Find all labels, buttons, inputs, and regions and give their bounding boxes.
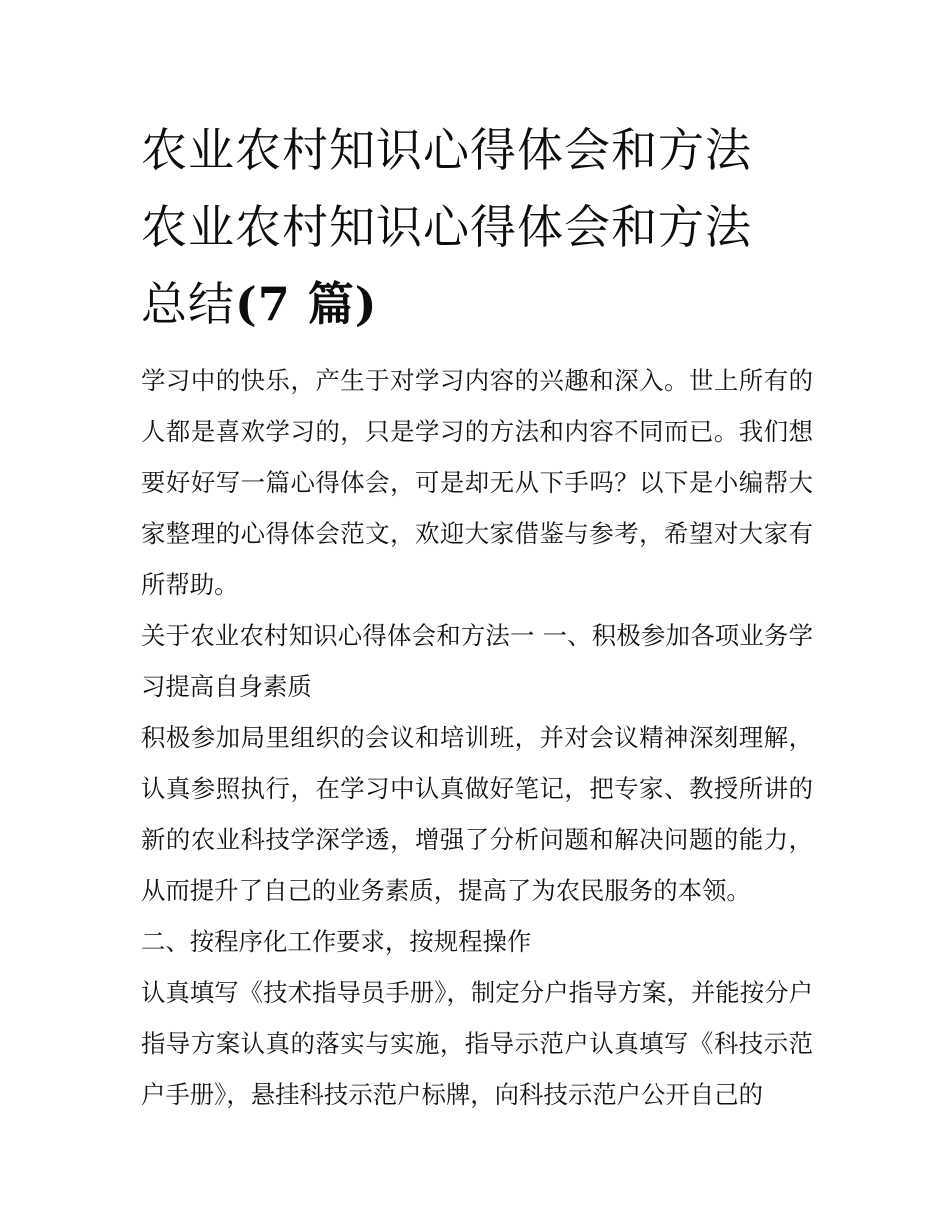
title-article-count: (7 篇) (235, 277, 378, 331)
document-content (141, 112, 813, 1120)
document-body (141, 355, 813, 1120)
title-line-2: 农业农村知识心得体会和方法 (141, 200, 752, 254)
section-heading-2: 二、按程序化工作要求，按规程操作 (141, 927, 532, 956)
title-line-1: 农业农村知识心得体会和方法 (141, 123, 752, 177)
document-title (141, 112, 813, 343)
section-paragraph-2: 认真填写《技术指导员手册》，制定分户指导方案，并能按分户指导方案认真的落实与实施，指导示范户认真填写《科技示范户手册》，悬挂科技示范户标牌，向科技示范户公开自己的 (141, 978, 813, 1109)
title-line-3 (141, 266, 813, 343)
title-last-prefix: 总结 (141, 277, 235, 331)
intro-paragraph: 学习中的快乐，产生于对学习内容的兴趣和深入。世上所有的人都是喜欢学习的，只是学习的方法和内容不同而已。我们想要好好写一篇心得体会，可是却无从下手吗？以下是小编帮大家整理的心得体会范文，欢迎大家借鉴与参考，希望对大家有所帮助。 (141, 366, 813, 599)
section-heading-1: 关于农业农村知识心得体会和方法一 一、积极参加各项业务学习提高自身素质 (141, 621, 813, 701)
section-paragraph-1: 积极参加局里组织的会议和培训班，并对会议精神深刻理解，认真参照执行，在学习中认真做好笔记，把专家、教授所讲的新的农业科技学深学透，增强了分析问题和解决问题的能力，从而提升了自己的业务素质，提高了为农民服务的本领。 (141, 723, 813, 905)
